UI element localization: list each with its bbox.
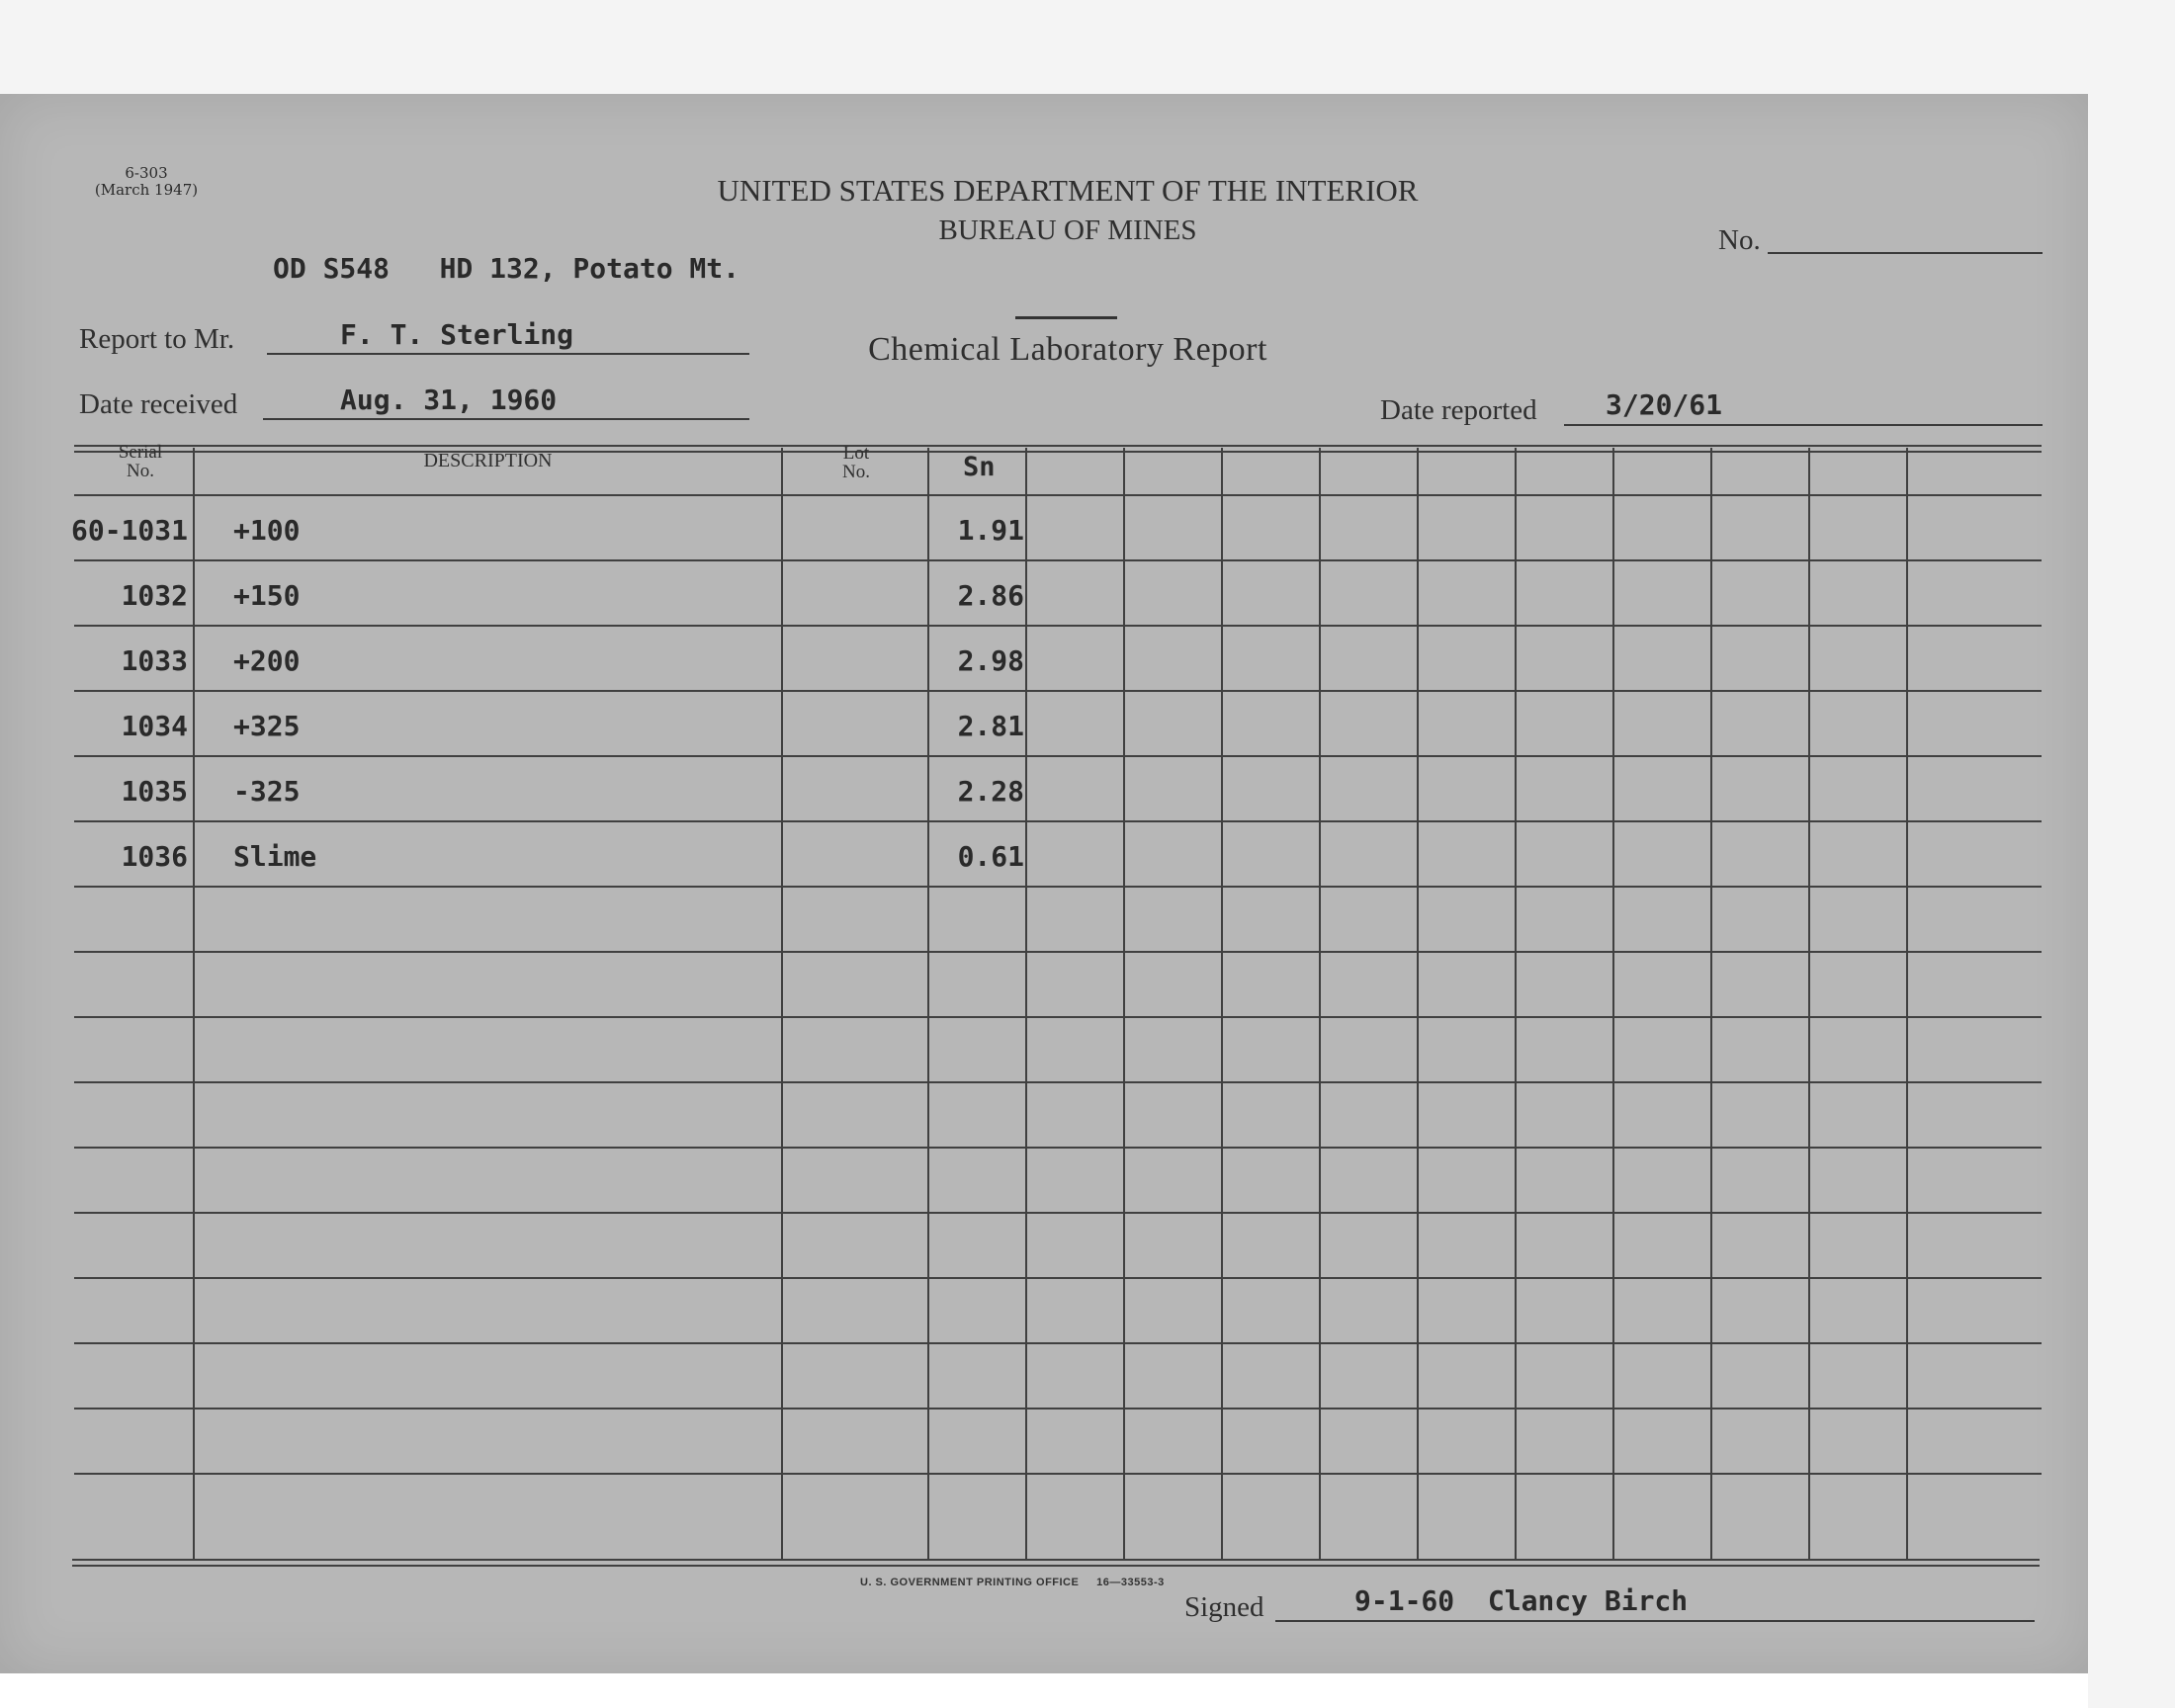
row-line (74, 1342, 2042, 1344)
row-line (74, 1473, 2042, 1475)
column-divider (781, 448, 783, 1561)
column-divider (1808, 448, 1810, 1561)
row-line (74, 690, 2042, 692)
signed-value: 9-1-60 Clancy Birch (1354, 1584, 1689, 1617)
row-line (74, 1277, 2042, 1279)
sn-cell: 0.61 (957, 840, 1024, 873)
column-divider (927, 448, 929, 1561)
column-divider (1025, 448, 1027, 1561)
row-line (74, 625, 2042, 627)
description-cell: -325 (233, 775, 301, 808)
row-line (74, 1212, 2042, 1214)
lot-column-header: Lot No. (842, 443, 870, 482)
department-title: UNITED STATES DEPARTMENT OF THE INTERIOR (717, 173, 1419, 208)
row-line (74, 886, 2042, 888)
column-divider (193, 448, 195, 1561)
column-divider (1906, 448, 1908, 1561)
sn-cell: 2.86 (957, 579, 1024, 612)
date-reported-value: 3/20/61 (1606, 388, 1723, 421)
column-divider (1710, 448, 1712, 1561)
sn-column-header: Sn (963, 452, 996, 482)
column-divider (1123, 448, 1125, 1561)
results-table (0, 94, 2088, 1673)
sn-cell: 2.81 (957, 710, 1024, 742)
column-divider (1417, 448, 1419, 1561)
no-label: No. (1718, 224, 1761, 256)
description-cell: +200 (233, 644, 301, 677)
serial-cell: 60-1031 (70, 514, 188, 547)
description-cell: Slime (233, 840, 317, 873)
date-received-label: Date received (79, 388, 238, 420)
signed-underline (1275, 1620, 2035, 1622)
serial-cell: 1034 (121, 710, 188, 742)
sn-cell: 1.91 (957, 514, 1024, 547)
row-line (74, 820, 2042, 822)
row-line (74, 1408, 2042, 1409)
row-line (74, 559, 2042, 561)
signed-label: Signed (1184, 1591, 1264, 1623)
scan-background-right (2088, 0, 2175, 1708)
column-divider (1319, 448, 1321, 1561)
table-top-border (74, 445, 2042, 447)
column-divider (1515, 448, 1517, 1561)
row-line (74, 1016, 2042, 1018)
header-row-line (74, 494, 2042, 496)
serial-cell: 1032 (121, 579, 188, 612)
printing-office-note: U. S. GOVERNMENT PRINTING OFFICE 16—33553-3 (860, 1577, 1165, 1588)
row-line (74, 1081, 2042, 1083)
form-edition: (March 1947) (94, 181, 199, 199)
table-bottom-border (72, 1559, 2040, 1561)
description-cell: +325 (233, 710, 301, 742)
row-line (74, 755, 2042, 757)
sn-cell: 2.98 (957, 644, 1024, 677)
row-line (74, 1147, 2042, 1149)
column-divider (1221, 448, 1223, 1561)
scan-background-top (0, 0, 2175, 94)
serial-column-header: Serial No. (118, 442, 163, 481)
serial-cell: 1033 (121, 644, 188, 677)
date-reported-label: Date reported (1380, 394, 1537, 426)
report-to-label: Report to Mr. (79, 323, 235, 355)
date-received-value: Aug. 31, 1960 (340, 384, 558, 416)
description-column-header: DESCRIPTION (423, 450, 553, 471)
sn-cell: 2.28 (957, 775, 1024, 808)
column-divider (1612, 448, 1614, 1561)
serial-cell: 1035 (121, 775, 188, 808)
description-cell: +100 (233, 514, 301, 547)
row-line (74, 951, 2042, 953)
description-cell: +150 (233, 579, 301, 612)
table-bottom-border-inner (72, 1565, 2040, 1567)
sample-reference: OD S548 HD 132, Potato Mt. (273, 252, 740, 285)
report-to-value: F. T. Sterling (340, 318, 574, 351)
report-sheet (0, 94, 2088, 1673)
form-number: 6-303 (125, 164, 168, 182)
serial-cell: 1036 (121, 840, 188, 873)
bureau-title: BUREAU OF MINES (938, 214, 1197, 246)
report-title: Chemical Laboratory Report (868, 331, 1267, 368)
